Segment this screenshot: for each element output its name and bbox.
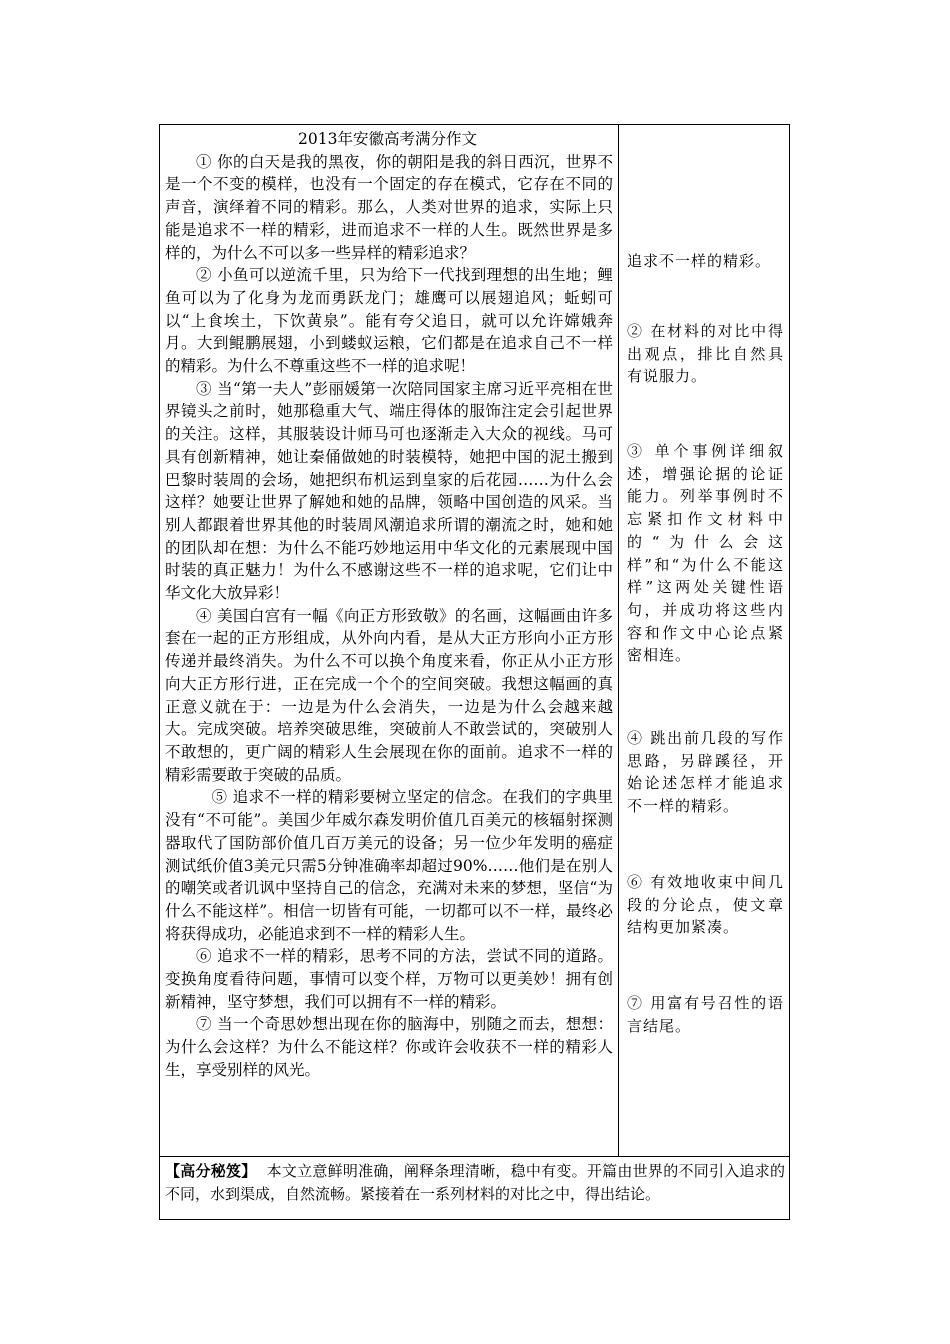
row-divider: [159, 1156, 790, 1157]
essay-paragraph-3: ③ 当“第一夫人”彭丽媛第一次陪同国家主席习近平亮相在世界镜头之前时，她那稳重大气、端庄得体的服饰注定会引起世界的关注。这样，其服装设计师马可也逐渐走入大众的视线。马可具有创新精神，她让秦俑做她的时装模特，她把中国的泥土搬到巴黎时装周的会场，她把织布机运到皇家的后花园……为什么会这样？她要让世界了解她和她的品牌，领略中国创造的风采。当别人都跟着世界其他的时装周风潮追求所谓的潮流之时，她和她的团队却在想：为什么不能巧妙地运用中华文化的元素展现中国时装的真正魅力！为什么不感谢这些不一样的追求呢，它们让中华文化大放异彩！: [165, 379, 613, 603]
essay-title: 2013年安徽高考满分作文: [298, 130, 477, 148]
annotation-4: ④ 跳出前几段的写作思路，另辟蹊径，开始论述怎样才能追求不一样的精彩。: [627, 729, 784, 816]
annotation-6: ⑦ 用富有号召性的语言结尾。: [627, 994, 784, 1035]
annotation-2: ② 在材料的对比中得出观点，排比自然具有说服力。: [627, 322, 784, 386]
essay-paragraph-2: ② 小鱼可以逆流千里，只为给下一代找到理想的出生地；鲤鱼可以为了化身为龙而勇跃龙门；雄鹰可以展翅追风；蚯蚓可以“上食埃土，下饮黄泉”。能有夸父追日，就可以允许嫦娥奔月。大到鲲鹏展翅，小到蝼蚁运粮，它们都是在追求自己不一样的精彩。为什么不尊重这些不一样的追求呢！: [165, 266, 613, 376]
essay-paragraph-5: ⑤ 追求不一样的精彩要树立坚定的信念。在我们的字典里没有“不可能”。美国少年威尔森发明价值几百美元的核辐射探测器取代了国防部价值几百万美元的设备；另一位少年发明的癌症测试纸价值3美元只需5分钟准确率却超过90%……他们是在别人的嘲笑或者讥讽中坚持自己的信念，充满对未来的梦想，坚信“为什么不能这样”。相信一切皆有可能，一切都可以不一样，最终必将获得成功，必能追求到不一样的精彩人生。: [165, 788, 613, 943]
annotation-5: ⑥ 有效地收束中间几段的分论点，使文章结构更加紧凑。: [627, 873, 784, 937]
annotation-1: 追求不一样的精彩。: [627, 252, 772, 270]
column-divider: [618, 124, 619, 1157]
essay-paragraph-4: ④ 美国白宫有一幅《向正方形致敬》的名画，这幅画由许多套在一起的正方形组成，从外向内看，是从大正方形向小正方形传递并最终消失。为什么不可以换个角度来看，你正从小正方形向大正方形行进，正在完成一个个的空间突破。我想这幅画的真正意义就在于：一边是为什么会消失，一边是为什么会越来越大。完成突破。培养突破思维，突破前人不敢尝试的，突破别人不敢想的，更广阔的精彩人生会展现在你的面前。追求不一样的精彩需要敢于突破的品质。: [165, 606, 613, 784]
summary-section: [165, 1160, 785, 1206]
essay-paragraph-1: ① 你的白天是我的黑夜，你的朝阳是我的斜日西沉，世界不是一个不变的模样，也没有一个固定的存在模式，它存在不同的声音，演绎着不同的精彩。那么，人类对世界的追求，实际上只能是追求不一样的精彩，进而追求不一样的人生。既然世界是多样的，为什么不可以多一些异样的精彩追求？: [165, 152, 613, 262]
summary-label: 【高分秘笈】: [165, 1162, 257, 1180]
essay-column: [165, 128, 613, 1082]
essay-paragraph-7: ⑦ 当一个奇思妙想出现在你的脑海中，别随之而去，想想：为什么会这样？为什么不能这样？你或许会收获不一样的精彩人生，享受别样的风光。: [165, 1015, 613, 1079]
essay-paragraph-6: ⑥ 追求不一样的精彩，思考不同的方法，尝试不同的道路。变换角度看待问题，事情可以变个样，万物可以更美妙！拥有创新精神，坚守梦想，我们可以拥有不一样的精彩。: [165, 947, 613, 1011]
annotation-3: ③ 单个事例详细叙述，增强论据的论证能力。列举事例时不忘紧扣作文材料中的“为什么会这样”和“为什么不能这样”这两处关键性语句，并成功将这些内容和作文中心论点紧密相连。: [627, 442, 784, 665]
summary-text: 本文立意鲜明准确，阐释条理清晰，稳中有变。开篇由世界的不同引入追求的不同，水到渠成，自然流畅。紧接着在一系列材料的对比之中，得出结论。: [165, 1162, 785, 1203]
